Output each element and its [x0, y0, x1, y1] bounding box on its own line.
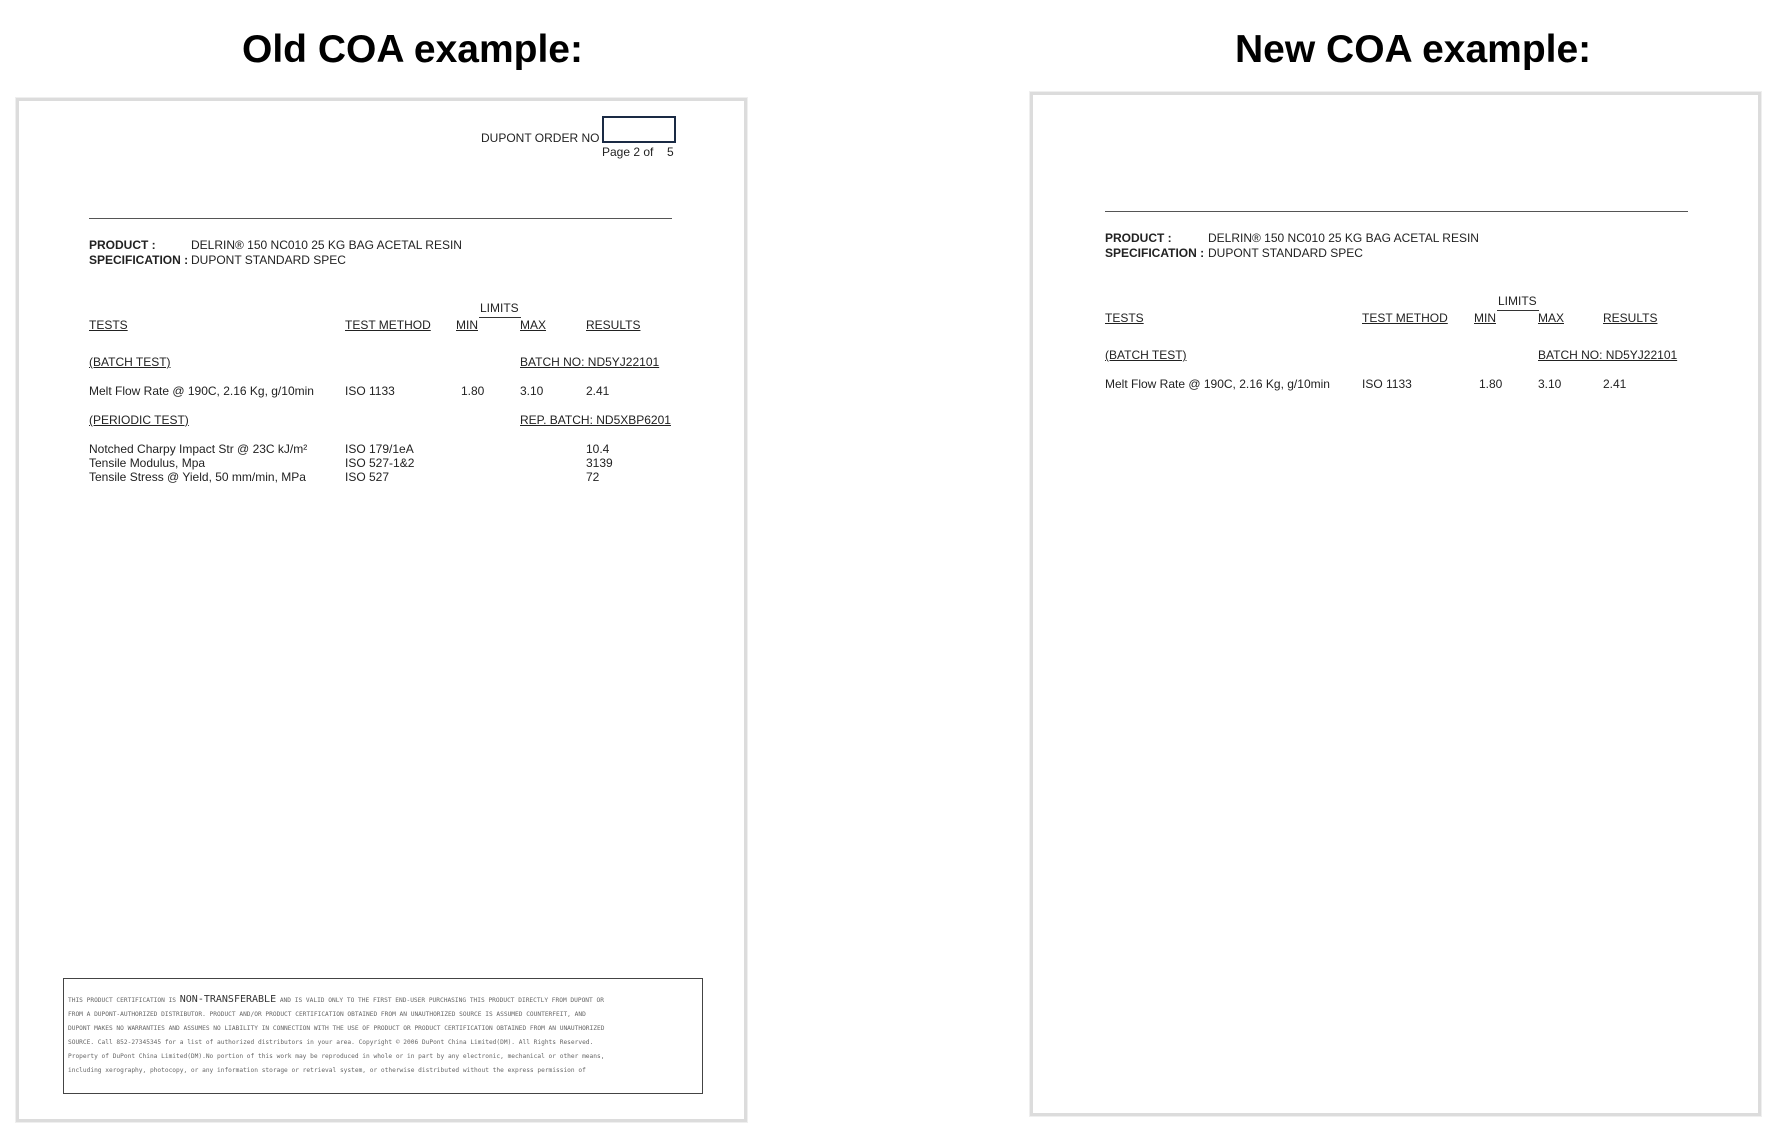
page-total: 5 [667, 145, 674, 159]
disclaimer-line: including xerography, photocopy, or any information storage or retrieval system, or otherwise distributed without the express permission of [68, 1067, 586, 1074]
specification-value: DUPONT STANDARD SPEC [191, 253, 346, 267]
order-number-box [602, 116, 676, 143]
col-tests: TESTS [1105, 311, 1144, 325]
specification-value: DUPONT STANDARD SPEC [1208, 246, 1363, 260]
batch-test-section: (BATCH TEST) [89, 355, 171, 369]
header-rule [89, 218, 672, 219]
disclaimer-line [68, 993, 698, 1008]
non-transferable-text: NON-TRANSFERABLE [179, 994, 277, 1005]
order-number-label: DUPONT ORDER NO [481, 131, 600, 145]
col-test-method: TEST METHOD [345, 318, 431, 332]
periodic-row-result: 10.4 [586, 442, 610, 456]
disclaimer-line: Property of DuPont China Limited(DM).No portion of this work may be reproduced in whole or in part by any electronic, mechanical or other means, [68, 1053, 605, 1060]
limits-label: LIMITS [1498, 294, 1537, 308]
specification-label: SPECIFICATION : [89, 253, 189, 267]
disclaimer-text: THIS PRODUCT CERTIFICATION IS [68, 997, 177, 1004]
periodic-row-result: 72 [586, 470, 600, 484]
disclaimer-line: FROM A DUPONT-AUTHORIZED DISTRIBUTOR. PRODUCT AND/OR PRODUCT CERTIFICATION OBTAINED FROM AN UNAUTHORIZED SOURCE IS ASSUMED COUNTERFEIT, AND [68, 1011, 586, 1018]
disclaimer-box [63, 978, 703, 1094]
product-label: PRODUCT : [1105, 231, 1172, 245]
batch-row-max: 3.10 [520, 384, 544, 398]
periodic-row-result: 3139 [586, 456, 613, 470]
batch-row-result: 2.41 [586, 384, 610, 398]
col-max: MAX [520, 318, 547, 332]
periodic-row-method: ISO 527 [345, 470, 390, 484]
batch-row-max: 3.10 [1538, 377, 1562, 391]
periodic-row-method: ISO 527-1&2 [345, 456, 415, 470]
col-test-method: TEST METHOD [1362, 311, 1448, 325]
limits-label: LIMITS [480, 301, 519, 315]
batch-row-min: 1.80 [461, 384, 485, 398]
page-label: Page 2 of [602, 145, 654, 159]
disclaimer-text: AND IS VALID ONLY TO THE FIRST END-USER PURCHASING THIS PRODUCT DIRECTLY FROM DUPONT OR [279, 997, 604, 1004]
header-rule [1105, 211, 1688, 212]
col-min: MIN [456, 318, 478, 332]
col-max: MAX [1538, 311, 1565, 325]
disclaimer-line: DUPONT MAKES NO WARRANTIES AND ASSUMES NO LIABILITY IN CONNECTION WITH THE USE OF PRODUCT OR PRODUCT CERTIFICATION OBTAINED FROM AN UNAUTHORIZED [68, 1025, 605, 1032]
periodic-row-method: ISO 179/1eA [345, 442, 414, 456]
new-coa-page [1030, 92, 1761, 1116]
periodic-test-section: (PERIODIC TEST) [89, 413, 189, 427]
limits-bar [479, 317, 521, 318]
batch-row-method: ISO 1133 [1362, 377, 1412, 391]
periodic-row-test: Notched Charpy Impact Str @ 23C kJ/m² [89, 442, 308, 456]
col-results: RESULTS [1603, 311, 1658, 325]
col-results: RESULTS [586, 318, 641, 332]
batch-row-result: 2.41 [1603, 377, 1627, 391]
col-min: MIN [1474, 311, 1496, 325]
batch-row-min: 1.80 [1479, 377, 1503, 391]
new-coa-heading: New COA example: [1235, 28, 1592, 71]
batch-row-test: Melt Flow Rate @ 190C, 2.16 Kg, g/10min [1105, 377, 1330, 391]
batch-number: BATCH NO: ND5YJ22101 [1538, 348, 1678, 362]
periodic-row-test: Tensile Stress @ Yield, 50 mm/min, MPa [89, 470, 306, 484]
disclaimer-line: SOURCE. Call 852-27345345 for a list of authorized distributors in your area. Copyright © 2006 DuPont China Limited(DM). All Rights Reserved. [68, 1039, 594, 1046]
batch-number: BATCH NO: ND5YJ22101 [520, 355, 660, 369]
product-value: DELRIN® 150 NC010 25 KG BAG ACETAL RESIN [1208, 231, 1479, 245]
product-label: PRODUCT : [89, 238, 156, 252]
old-coa-heading: Old COA example: [242, 28, 583, 71]
batch-row-method: ISO 1133 [345, 384, 395, 398]
rep-batch-number: REP. BATCH: ND5XBP6201 [520, 413, 671, 427]
specification-label: SPECIFICATION : [1105, 246, 1205, 260]
periodic-row-test: Tensile Modulus, Mpa [89, 456, 206, 470]
batch-test-section: (BATCH TEST) [1105, 348, 1187, 362]
col-tests: TESTS [89, 318, 128, 332]
batch-row-test: Melt Flow Rate @ 190C, 2.16 Kg, g/10min [89, 384, 314, 398]
old-coa-page [16, 98, 747, 1122]
product-value: DELRIN® 150 NC010 25 KG BAG ACETAL RESIN [191, 238, 462, 252]
limits-bar [1497, 310, 1539, 311]
